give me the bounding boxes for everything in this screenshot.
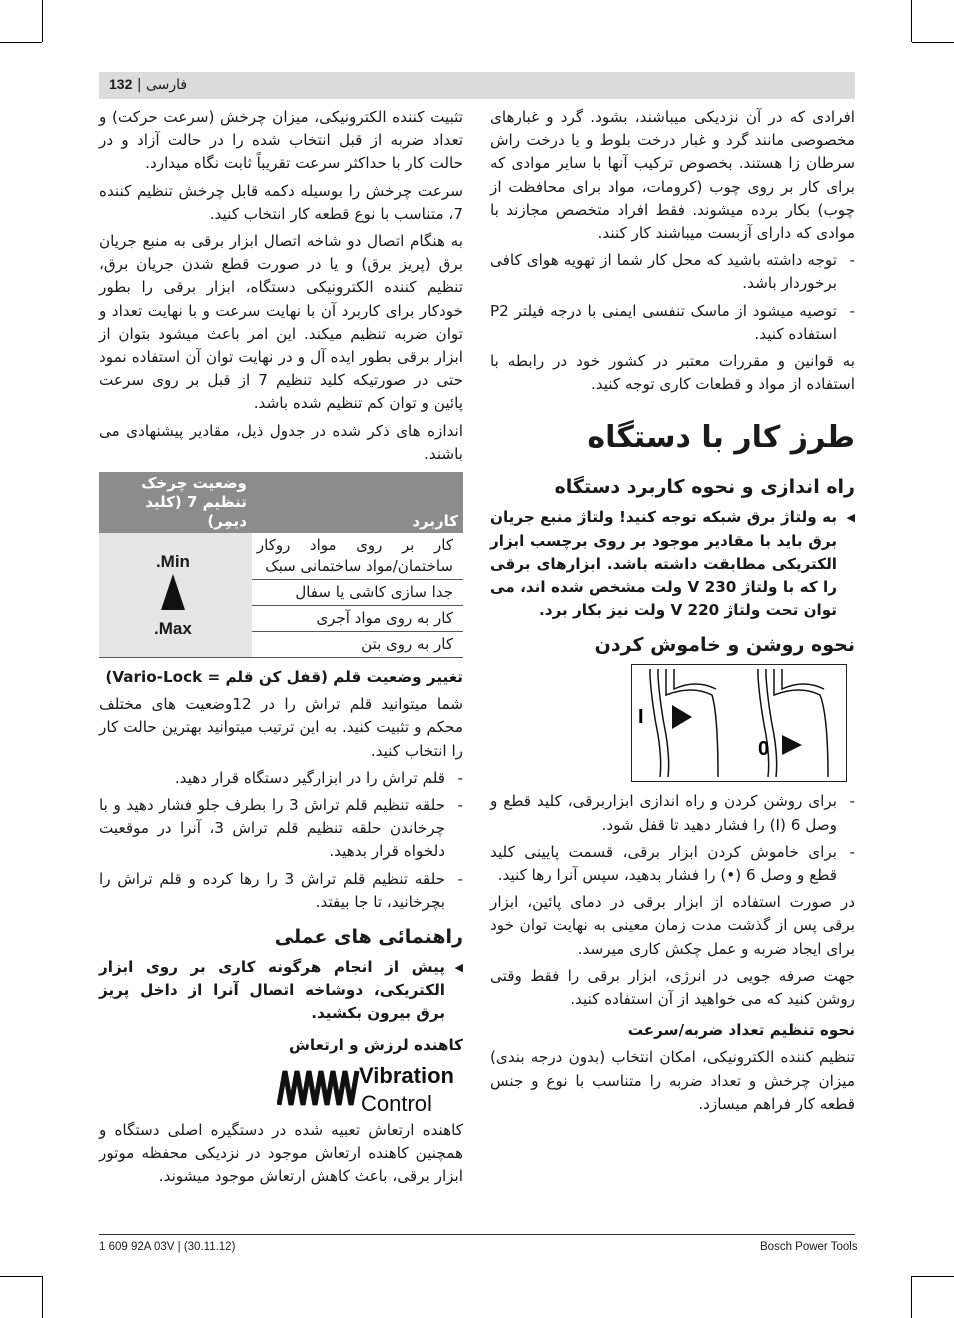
list-item: - برای خاموش کردن ابزار برقی، قسمت پایینی کلید قطع و وصل 6 (•) را فشار بدهید، سپس آنرا رها کنید. [490, 841, 855, 887]
crop-mark [912, 42, 954, 43]
vibration-title: کاهنده لرزش و ارتعاش [288, 1035, 463, 1054]
list-item: - توصیه میشود از ماسک تنفسی ایمنی با درجه فیلتر P2 استفاده کنید. [490, 300, 855, 346]
vario-paragraph: شما میتوانید قلم تراش را در 12وضعیت های مختلف محکم و تثبیت کنید. به این ترتیب میتوانید بهترین حالت کار را انتخاب کنید. [99, 695, 463, 760]
onoff-title: نحوه روشن و خاموش کردن [594, 634, 855, 657]
wheel-paragraph: سرعت چرخش را بوسیله دکمه قابل چرخش تنظیم کننده 7، متناسب با نوع قطعه کار انتخاب کنید. [99, 181, 463, 223]
switch-drawing [632, 665, 846, 781]
section-title: طرز کار با دستگاه [587, 420, 855, 456]
startup-title: راه اندازی و نحوه کاربرد دستگاه [554, 476, 855, 499]
tips-warning [99, 956, 463, 1026]
crop-mark [0, 42, 42, 43]
header-language: فارسی [145, 77, 188, 93]
switch-on-label: I [638, 706, 644, 729]
speed-scale [99, 533, 252, 658]
table-intro: اندازه های ذکر شده در جدول ذیل، مقادیر پیشنهادی می باشند. [99, 421, 463, 463]
vibration-control-logo [99, 1061, 463, 1117]
max-label: Max. [154, 619, 192, 639]
list-item: - توجه داشته باشید که محل کار شما از تهویه هوای کافی برخوردار باشد. [490, 249, 855, 295]
triangle-icon [160, 572, 186, 612]
page-number: 132 [109, 76, 133, 92]
arrow-left-icon: ◀ [846, 511, 855, 525]
right-column [490, 106, 855, 1120]
vibration-control-icon [277, 1061, 463, 1115]
col-setting: وضعیت چرخک تنظیم 7 (کلید دیمِر) [99, 472, 252, 533]
footer-doc-code: 1 609 92A 03V | (30.11.12) [99, 1241, 236, 1253]
law-paragraph: به قوانین و مقررات معتبر در کشور خود در رابطه با استفاده از مواد و قطعات کاری توجه کنید. [490, 352, 855, 394]
crop-mark [911, 0, 912, 42]
energy-paragraph: جهت صرفه جویی در انرژی، ابزار برقی را فقط وقتی روشن کنید که می خواهید از آن استفاده کنید. [490, 966, 855, 1009]
tips-warning-text: پیش از انجام هرگونه کاری بر روی ابزار الکتریکی، دوشاخه اتصال آنرا از داخل پریز برق بیرون بکشید. [99, 958, 445, 1023]
crop-mark [0, 1276, 42, 1277]
header-text [109, 76, 187, 93]
min-label: Min. [155, 552, 190, 572]
table-cell: کار به روی مواد آجری [252, 606, 463, 632]
settings-table [99, 472, 463, 658]
vibration-paragraph: کاهنده ارتعاش تعبیه شده در دستگیره اصلی دستگاه و همچنین کاهنده ارتعاش موجود در نزدیکی محفظه موتور ابزار برقی، باعث کاهش ارتعاش موجود میشوند. [99, 1120, 463, 1186]
table-row [99, 533, 463, 580]
crop-mark [42, 1276, 43, 1318]
speed-paragraph: تنظیم کننده الکترونیکی، امکان انتخاب (بدون درجه بندی) میزان چرخش و تعداد ضربه را متناسب با نوع و جنس قطعه کار فراهم میسازد. [490, 1048, 855, 1113]
intro-paragraph: افرادی که در آن نزدیکی میباشند، بشود. گرد و غبارهای مخصوصی مانند گرد و غبار درخت بلوط و یا درخت راش سرطان زا هستند. بخصوص ترکیب آنها با سایر موادی که برای کار بر روی چوب (کرومات، مواد برای محافظت از چوب) بکار برده میشوند. فقط افراد متخصص مجازند با موادی که دارای آزبست میباشند کار کنند. [490, 108, 855, 243]
list-item: - برای روشن کردن و راه اندازی ابزاربرقی، کلید قطع و وصل 6 (I) را فشار دهید تا قفل شود. [490, 790, 855, 836]
left-column [99, 106, 463, 1193]
voltage-warning-text: به ولتاژ برق شبکه توجه کنید! ولتاژ منبع جریان برق باید با مقادیر موجود بر روی برچسب ابزار الکتریکی مطابقت داشته باشد. ابزارهای برقی را که با ولتاژ 230 V ولت مشخص شده اند، می توان تحت ولتاژ 220 V ولت نیز بکار برد. [490, 508, 837, 620]
page-header [99, 72, 855, 99]
header-separator: | [136, 77, 142, 93]
crop-mark [911, 1276, 912, 1318]
table-cell: کار بر روی مواد روکار ساختمان/مواد ساختمانی سبک [252, 533, 463, 580]
vibration-logo-bottom: Control [361, 1090, 432, 1115]
speed-title: نحوه تنظیم تعداد ضربه/سرعت [627, 1021, 855, 1040]
vibration-logo-top: Vibration [359, 1062, 454, 1088]
table-cell: جدا سازی کاشی یا سفال [252, 580, 463, 606]
softstart-paragraph: به هنگام اتصال دو شاخه اتصال ابزار برقی به منبع جریان برق (پریز برق) و یا در صورت قطع شدن جریان برق، تنظیم کننده الکترونیکی دستگاه، ابزار برقی را بطور خودکار برای کاربرد آن با نهایت سرعت و با نهایت تعداد و توان ضربه تنظیم میکند. این امر باعث میشود بتوان از ابزار برقی بطور ایده آل و در نهایت توان آن استفاده نمود حتی در صورتیکه کلید تنظیم 7 از قبل بر روی سرعت پائین و توان کم تنظیم شده باشد. [99, 232, 463, 413]
table-header-row [99, 472, 463, 533]
list-item: - حلقه تنظیم قلم تراش 3 را رها کرده و قلم تراش را بچرخانید، تا جا بیفتد. [99, 868, 463, 914]
footer-brand: Bosch Power Tools [760, 1241, 858, 1253]
switch-illustration [631, 664, 847, 782]
col-application: کاربرد [252, 472, 463, 533]
crop-mark [912, 1276, 954, 1277]
list-item: - قلم تراش را در ابزارگیر دستگاه قرار دهید. [99, 767, 463, 790]
crop-mark [42, 0, 43, 42]
switch-off-label: 0 [758, 738, 770, 761]
cold-paragraph: در صورت استفاده از ابزار برقی در دمای پائین، ابزار برقی پس از گذشت مدت زمان معینی به نهایت توان خود برای ایجاد ضربه و عمل چکش کاری میرسد. [490, 893, 855, 958]
table-cell: کار به روی بتن [252, 632, 463, 658]
arrow-left-icon: ◀ [454, 961, 463, 975]
constant-paragraph: تثبیت کننده الکترونیکی، میزان چرخش (سرعت حرکت) و تعداد ضربه از قبل انتخاب شده را در حالت آزاد و در حالت کار با حداکثر سرعت تقریباً ثابت نگاه میدارد. [99, 108, 463, 173]
list-item: - حلقه تنظیم قلم تراش 3 را بطرف جلو فشار دهید و با چرخاندن حلقه تنظیم قلم تراش 3، آنرا در موقعیت دلخواه قرار بدهید. [99, 794, 463, 864]
vario-title: تغییر وضعیت قلم (قفل کن قلم = Vario-Lock) [105, 668, 463, 687]
footer-rule [99, 1234, 855, 1235]
voltage-warning [490, 506, 855, 622]
tips-title: راهنمائی های عملی [274, 926, 463, 949]
